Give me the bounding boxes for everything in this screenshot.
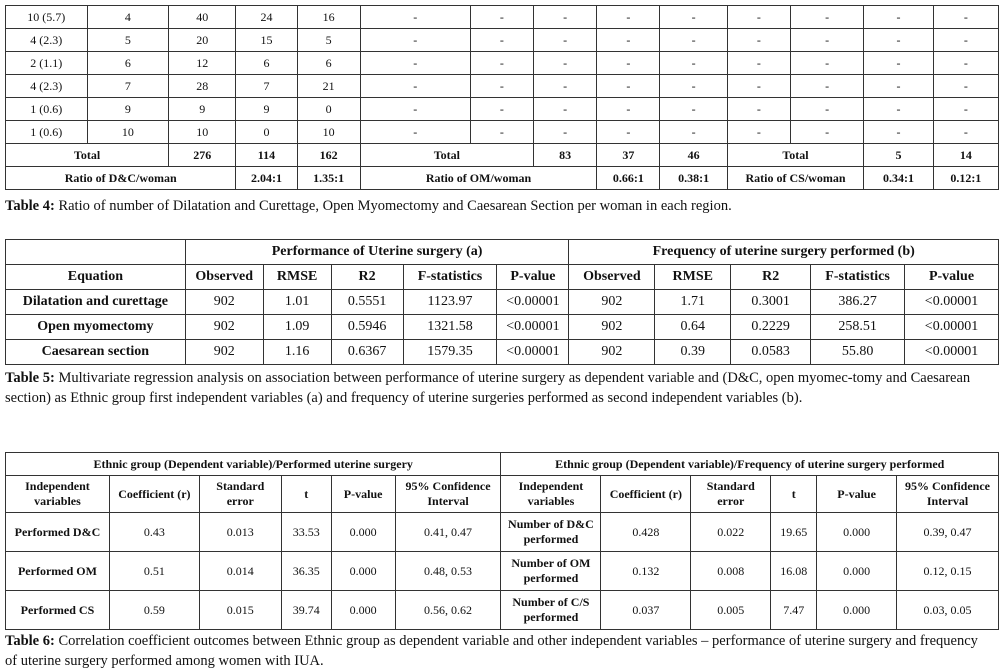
table-cell: 5: [297, 29, 360, 52]
table-cell: -: [360, 52, 470, 75]
table-cell: -: [727, 121, 790, 144]
table-cell: 0.43: [109, 513, 199, 552]
table-cell: -: [790, 52, 863, 75]
table-cell: -: [470, 52, 533, 75]
table-cell: t: [281, 476, 331, 513]
table-cell: 1579.35: [403, 340, 497, 365]
table-row: [6, 591, 999, 630]
table-cell: -: [933, 6, 998, 29]
table-cell: 0.0583: [731, 340, 811, 365]
table-cell: Performed D&C: [6, 513, 110, 552]
table-cell: 0.5551: [331, 290, 403, 315]
table-cell: 0.6367: [331, 340, 403, 365]
table-cell: -: [360, 98, 470, 121]
table-cell: 0: [297, 98, 360, 121]
table-cell: 10: [297, 121, 360, 144]
table-cell: <0.00001: [905, 340, 999, 365]
table-row: [6, 290, 999, 315]
table-cell: -: [933, 75, 998, 98]
table-cell: 16: [297, 6, 360, 29]
table-cell: 4: [87, 6, 169, 29]
table-cell: 902: [569, 315, 655, 340]
table-cell: 1321.58: [403, 315, 497, 340]
table4-ratio-row: Ratio of D&C/woman 2.04:1 1.35:1 Ratio of OM/woman 0.66:1 0.38:1 Ratio of CS/woman 0.34:1 0.12:1: [6, 167, 999, 190]
table-cell: -: [470, 29, 533, 52]
table-cell: -: [597, 98, 660, 121]
table-cell: -: [534, 98, 597, 121]
table-cell: RMSE: [655, 265, 731, 290]
table-cell: 1 (0.6): [6, 98, 88, 121]
table-cell: P-value: [905, 265, 999, 290]
table-cell: 902: [569, 290, 655, 315]
table-5: [5, 239, 999, 365]
table-cell: -: [534, 6, 597, 29]
table-cell: -: [790, 6, 863, 29]
table-cell: Number of C/S performed: [501, 591, 601, 630]
table-cell: <0.00001: [497, 315, 569, 340]
table-cell: -: [597, 29, 660, 52]
table-cell: Performed CS: [6, 591, 110, 630]
table-cell: 0.000: [817, 552, 897, 591]
table-cell: 0.005: [691, 591, 771, 630]
table-cell: -: [660, 98, 727, 121]
table-cell: -: [597, 75, 660, 98]
table-cell: 7: [236, 75, 297, 98]
table-cell: 7: [87, 75, 169, 98]
table-cell: 12: [169, 52, 236, 75]
table-cell: 24: [236, 6, 297, 29]
table-cell: -: [864, 75, 933, 98]
table-cell: P-value: [817, 476, 897, 513]
table-cell: -: [727, 52, 790, 75]
table-cell: -: [534, 52, 597, 75]
table-cell: <0.00001: [905, 290, 999, 315]
table-cell: 0.014: [199, 552, 281, 591]
table5-column-header: [6, 265, 999, 290]
table-cell: R2: [731, 265, 811, 290]
table-cell: t: [771, 476, 817, 513]
table-cell: 95% Confidence Interval: [897, 476, 999, 513]
table-cell: 0.022: [691, 513, 771, 552]
table-cell: -: [534, 121, 597, 144]
table-cell: 0.132: [601, 552, 691, 591]
table-cell: 1.71: [655, 290, 731, 315]
table-cell: 1.09: [263, 315, 331, 340]
table-row: [6, 52, 999, 75]
table-cell: -: [470, 75, 533, 98]
table-cell: <0.00001: [497, 290, 569, 315]
table-cell: 9: [236, 98, 297, 121]
table-row: [6, 75, 999, 98]
table-row: [6, 315, 999, 340]
table-cell: 95% Confidence Interval: [395, 476, 501, 513]
table-cell: 258.51: [811, 315, 905, 340]
table-cell: Dilatation and curettage: [6, 290, 186, 315]
table-cell: -: [597, 52, 660, 75]
table-cell: 5: [87, 29, 169, 52]
table-cell: Observed: [185, 265, 263, 290]
table-cell: 36.35: [281, 552, 331, 591]
table-cell: F-statistics: [403, 265, 497, 290]
table-cell: 902: [185, 290, 263, 315]
table-cell: -: [790, 29, 863, 52]
table-cell: 0.000: [817, 513, 897, 552]
table4-total-row: Total 276 114 162 Total 83 37 46 Total 5 14: [6, 144, 999, 167]
table-cell: 0.2229: [731, 315, 811, 340]
table-cell: -: [790, 121, 863, 144]
table-cell: Standard error: [199, 476, 281, 513]
table-cell: 20: [169, 29, 236, 52]
table-cell: -: [470, 121, 533, 144]
table-cell: 9: [87, 98, 169, 121]
table-cell: 0.000: [817, 591, 897, 630]
table-cell: 33.53: [281, 513, 331, 552]
table-cell: 6: [87, 52, 169, 75]
table-cell: 21: [297, 75, 360, 98]
table-cell: 0.64: [655, 315, 731, 340]
table-row: [6, 513, 999, 552]
table-cell: 0.51: [109, 552, 199, 591]
table-cell: 0.015: [199, 591, 281, 630]
table-cell: -: [864, 121, 933, 144]
table-cell: 0.3001: [731, 290, 811, 315]
table-cell: -: [470, 6, 533, 29]
table-cell: 1.16: [263, 340, 331, 365]
table-cell: P-value: [497, 265, 569, 290]
table-cell: 0.39: [655, 340, 731, 365]
table-cell: 902: [569, 340, 655, 365]
table6-column-header: [6, 476, 999, 513]
table-cell: -: [360, 121, 470, 144]
table-cell: F-statistics: [811, 265, 905, 290]
table-cell: 10: [87, 121, 169, 144]
table-cell: Caesarean section: [6, 340, 186, 365]
table-cell: -: [660, 6, 727, 29]
table-cell: 0.03, 0.05: [897, 591, 999, 630]
table-cell: 10: [169, 121, 236, 144]
table-cell: 1 (0.6): [6, 121, 88, 144]
table-cell: Independent variables: [501, 476, 601, 513]
table-6: [5, 452, 999, 630]
table-cell: -: [470, 98, 533, 121]
table-cell: 2 (1.1): [6, 52, 88, 75]
table-cell: <0.00001: [497, 340, 569, 365]
table6-caption: Table 6: Correlation coefficient outcomes between Ethnic group as dependent variable and other independent variables – performance of uterine surgery and frequency of uterine surgery performed among women with IUA.: [5, 633, 978, 669]
table-cell: 0.56, 0.62: [395, 591, 501, 630]
table-cell: -: [360, 75, 470, 98]
table-cell: -: [864, 52, 933, 75]
table-cell: 902: [185, 315, 263, 340]
table-cell: Open myomectomy: [6, 315, 186, 340]
table-cell: Coefficient (r): [109, 476, 199, 513]
table-cell: -: [660, 121, 727, 144]
table-cell: Number of OM performed: [501, 552, 601, 591]
table-cell: 4 (2.3): [6, 29, 88, 52]
table-cell: 0.59: [109, 591, 199, 630]
table-row: [6, 552, 999, 591]
table-row: [6, 121, 999, 144]
table-cell: 9: [169, 98, 236, 121]
table-cell: Number of D&C performed: [501, 513, 601, 552]
table-cell: 1123.97: [403, 290, 497, 315]
table-cell: 0.428: [601, 513, 691, 552]
table-cell: R2: [331, 265, 403, 290]
table-cell: -: [660, 29, 727, 52]
table-cell: 0: [236, 121, 297, 144]
table5-group-header: Performance of Uterine surgery (a) Frequency of uterine surgery performed (b): [6, 240, 999, 265]
table-cell: 39.74: [281, 591, 331, 630]
table-cell: -: [727, 6, 790, 29]
table-cell: 0.000: [331, 513, 395, 552]
table-cell: 55.80: [811, 340, 905, 365]
table-cell: 19.65: [771, 513, 817, 552]
table-cell: -: [790, 75, 863, 98]
table-cell: 15: [236, 29, 297, 52]
table-cell: 0.41, 0.47: [395, 513, 501, 552]
table-row: [6, 98, 999, 121]
table-cell: 0.013: [199, 513, 281, 552]
table-cell: -: [597, 6, 660, 29]
table-cell: -: [933, 98, 998, 121]
table-cell: 0.12, 0.15: [897, 552, 999, 591]
table-cell: 6: [297, 52, 360, 75]
table-cell: Coefficient (r): [601, 476, 691, 513]
table-cell: -: [727, 29, 790, 52]
table-cell: 0.000: [331, 552, 395, 591]
table-cell: -: [790, 98, 863, 121]
table-cell: 7.47: [771, 591, 817, 630]
table-4: [5, 5, 999, 190]
table-cell: 28: [169, 75, 236, 98]
table-cell: RMSE: [263, 265, 331, 290]
table-cell: 0.037: [601, 591, 691, 630]
table-cell: -: [597, 121, 660, 144]
table-cell: 0.000: [331, 591, 395, 630]
table-cell: <0.00001: [905, 315, 999, 340]
table-row: [6, 340, 999, 365]
table-cell: -: [534, 75, 597, 98]
table-cell: 16.08: [771, 552, 817, 591]
table-cell: Performed OM: [6, 552, 110, 591]
table4-caption: Table 4: Ratio of number of Dilatation and Curettage, Open Myomectomy and Caesarean Section per woman in each region.: [5, 198, 732, 214]
table-cell: 1.01: [263, 290, 331, 315]
table-cell: 0.39, 0.47: [897, 513, 999, 552]
table-row: [6, 6, 999, 29]
table-cell: -: [864, 29, 933, 52]
table-cell: 902: [185, 340, 263, 365]
table-row: [6, 29, 999, 52]
table-cell: -: [933, 52, 998, 75]
table5-caption: Table 5: Multivariate regression analysis on association between performance of uterine surgery as dependent variable and (D&C, open myomec-tomy and Caesarean section) as Ethnic group first independent variables (a) and frequency of uterine surgeries performed as second independent variables (b).: [5, 370, 971, 406]
table-cell: -: [534, 29, 597, 52]
table-cell: 40: [169, 6, 236, 29]
table-cell: Equation: [6, 265, 186, 290]
table-cell: -: [727, 75, 790, 98]
table-cell: -: [360, 29, 470, 52]
table-cell: -: [660, 52, 727, 75]
table-cell: -: [727, 98, 790, 121]
table-cell: Independent variables: [6, 476, 110, 513]
table6-group-header: Ethnic group (Dependent variable)/Performed uterine surgery Ethnic group (Dependent variable)/Frequency of uterine surgery performed: [6, 453, 999, 476]
table-cell: P-value: [331, 476, 395, 513]
table-cell: 0.5946: [331, 315, 403, 340]
table-cell: -: [360, 6, 470, 29]
table-cell: Observed: [569, 265, 655, 290]
table-cell: -: [660, 75, 727, 98]
table-cell: -: [864, 98, 933, 121]
table-cell: 0.48, 0.53: [395, 552, 501, 591]
table-cell: 0.008: [691, 552, 771, 591]
table-cell: 386.27: [811, 290, 905, 315]
table-cell: 4 (2.3): [6, 75, 88, 98]
table-cell: 10 (5.7): [6, 6, 88, 29]
table-cell: -: [864, 6, 933, 29]
table-cell: Standard error: [691, 476, 771, 513]
table-cell: 6: [236, 52, 297, 75]
table-cell: -: [933, 29, 998, 52]
table-cell: -: [933, 121, 998, 144]
